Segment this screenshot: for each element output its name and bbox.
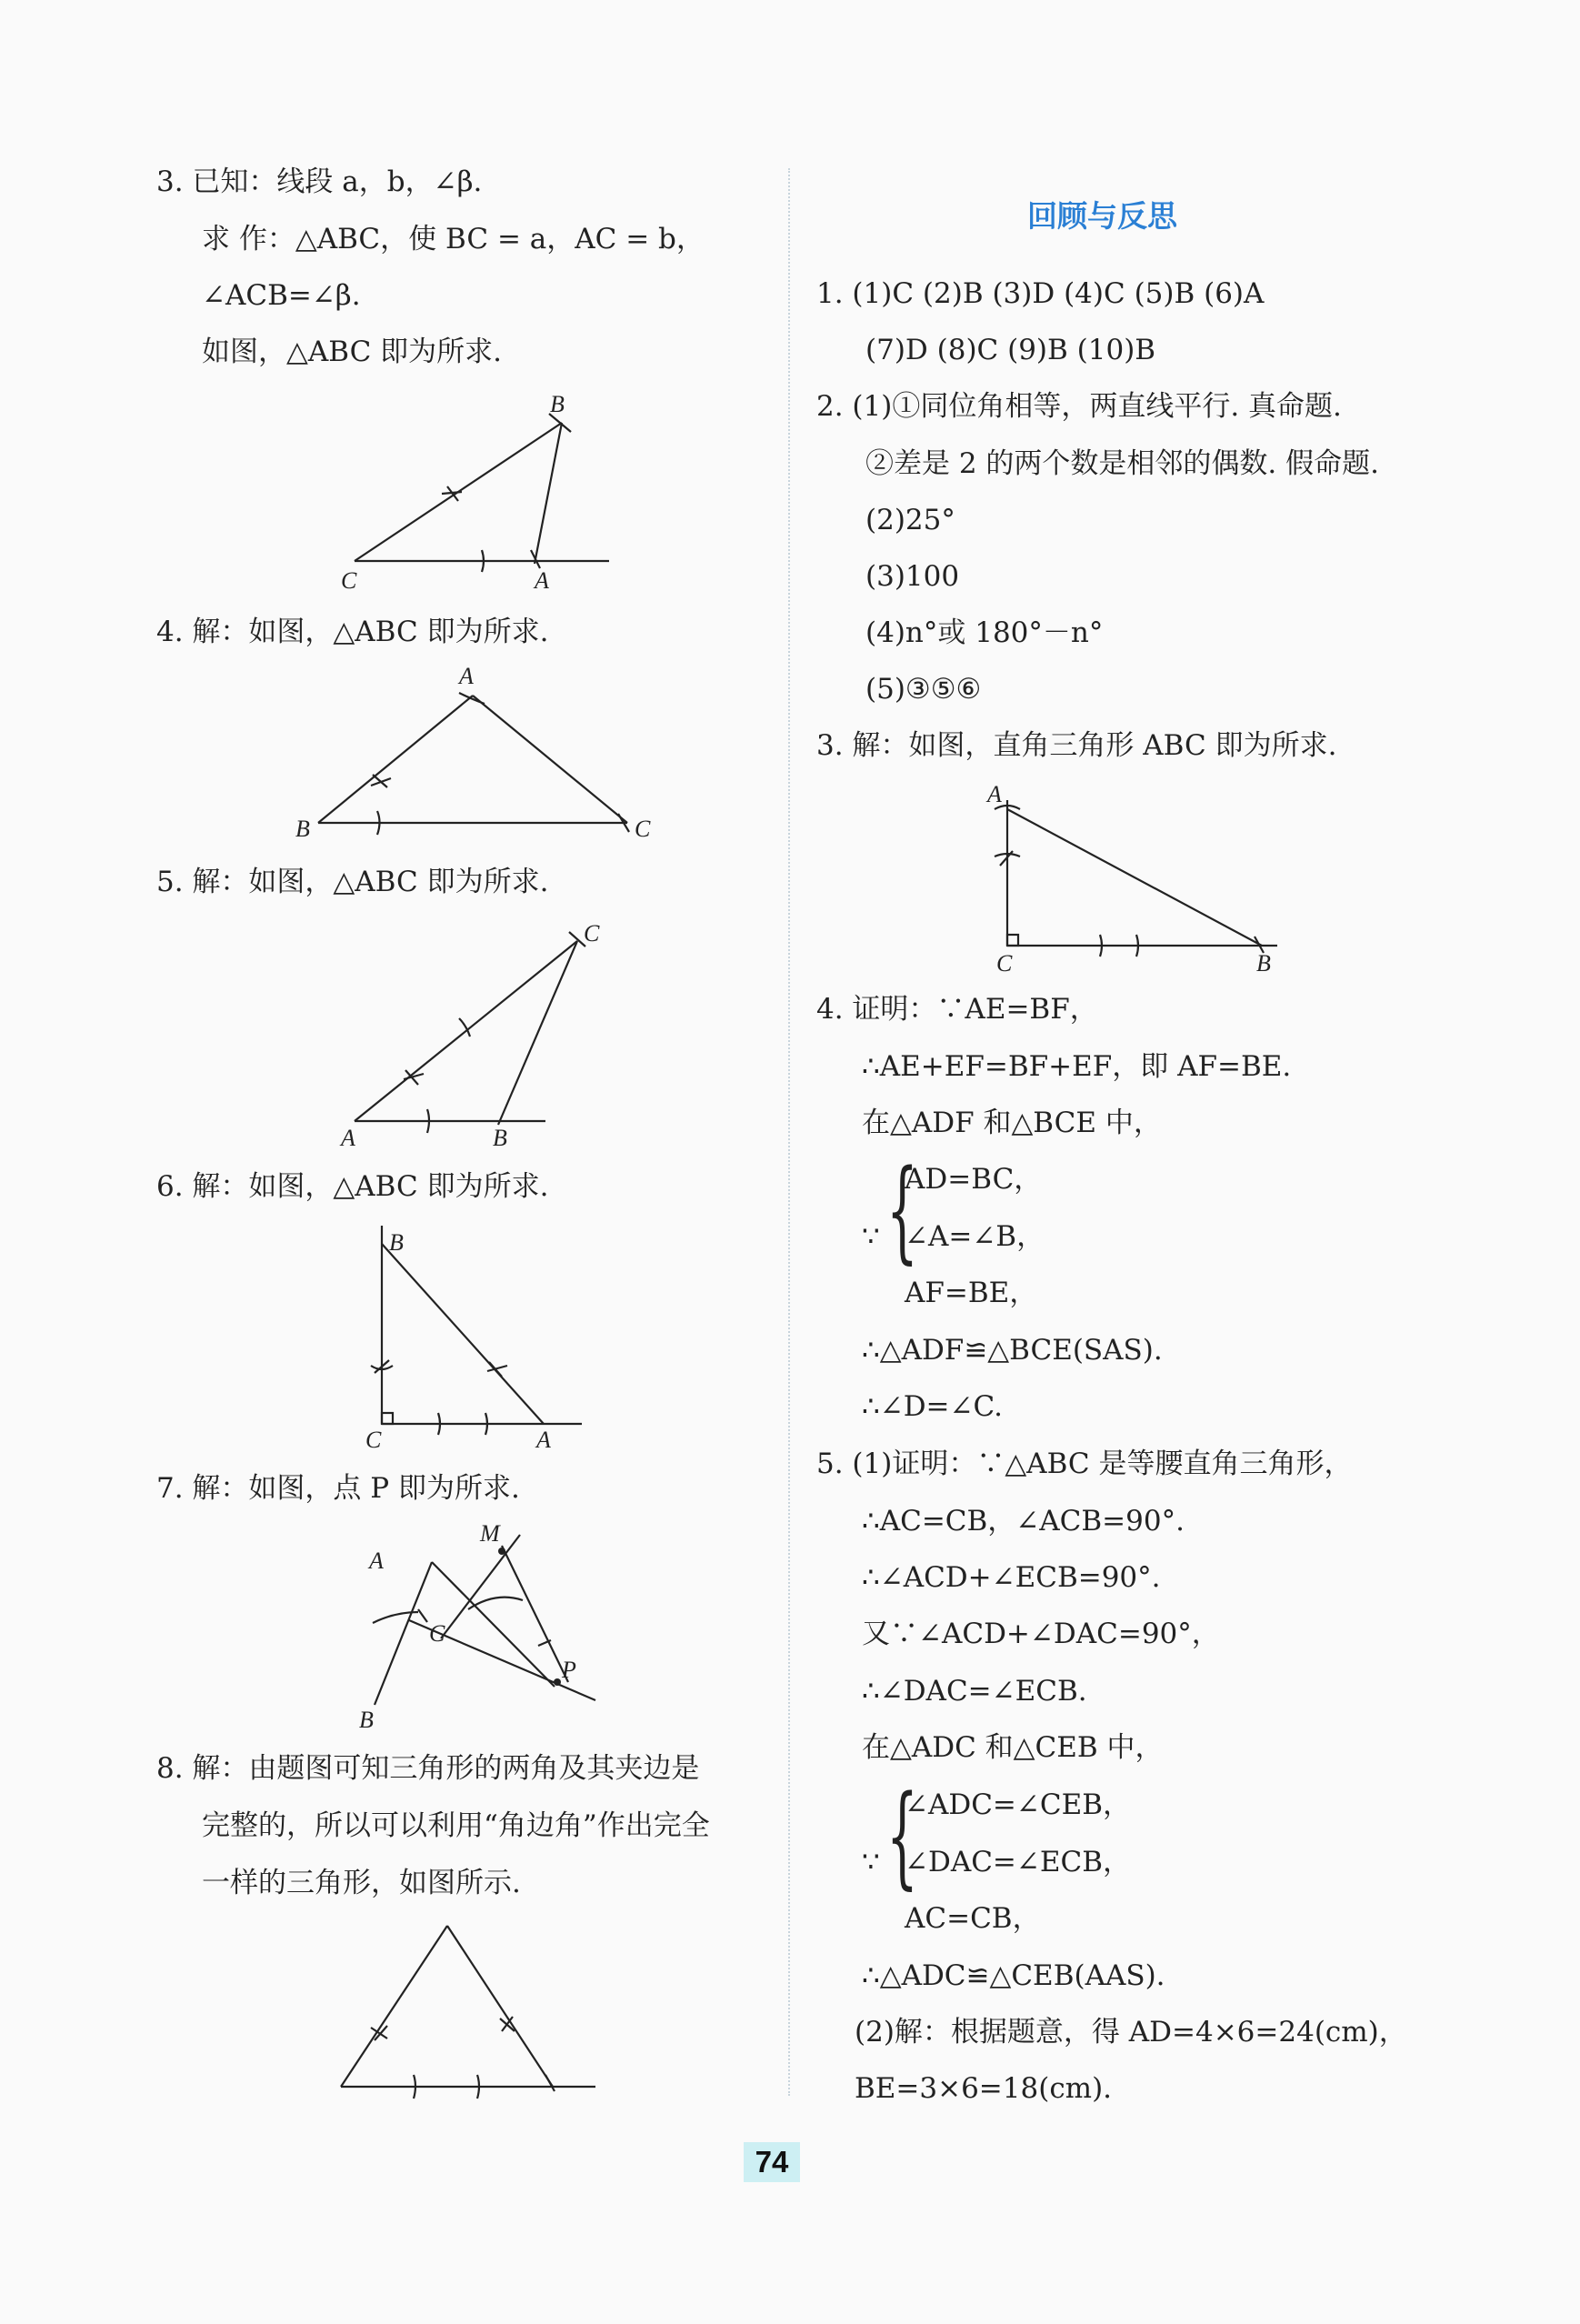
r-q5-cond2: ∠DAC=∠ECB， [905, 1846, 1132, 1878]
r-q5-line2: ∴AC=CB，∠ACB=90°. [862, 1505, 1185, 1538]
q5-answer: 5. 解：如图，△ABC 即为所求. [156, 866, 549, 898]
column-divider [788, 168, 790, 2096]
q3-given: 3. 已知：线段 a，b，∠β. [156, 165, 483, 198]
q3-angle: ∠ACB=∠β. [202, 279, 361, 312]
label-P: P [562, 1657, 576, 1683]
label-A: A [535, 567, 549, 594]
r-q2-line4: (3)100 [865, 560, 960, 593]
label-C: C [341, 567, 357, 594]
label-A: A [536, 1427, 551, 1453]
r-q1-line2: (7)D (8)C (9)B (10)B [865, 334, 1156, 366]
r-q4-line3: 在△ADF 和△BCE 中， [862, 1107, 1162, 1139]
label-A: A [987, 781, 1002, 807]
r-q4-line4: ∴△ADF≌△BCE(SAS). [862, 1334, 1163, 1367]
label-C: C [584, 920, 600, 947]
label-C: C [635, 816, 651, 842]
r-q5-line5: ∴∠DAC=∠ECB. [862, 1675, 1087, 1708]
label-B: B [295, 816, 310, 842]
r-q4-line5: ∴∠D=∠C. [862, 1390, 1003, 1423]
label-B: B [550, 391, 565, 417]
figure-q7 [345, 1518, 618, 1740]
r-q2-line1: 2. (1)①同位角相等，两直线平行. 真命题. [816, 390, 1342, 423]
r-q4-cond2: ∠A=∠B， [905, 1220, 1045, 1253]
r-q2-line2: ②差是 2 的两个数是相邻的偶数. 假命题. [865, 447, 1379, 480]
figure-q8 [327, 1918, 618, 2095]
label-A: A [341, 1125, 355, 1151]
label-B: B [359, 1707, 374, 1733]
r-q5-line1: 5. (1)证明：∵△ABC 是等腰直角三角形， [816, 1447, 1353, 1480]
q8-line2: 完整的，所以可以利用“角边角”作出完全 [202, 1809, 710, 1842]
q8-line1: 8. 解：由题图可知三角形的两角及其夹边是 [156, 1752, 700, 1785]
label-C: C [365, 1427, 382, 1453]
label-B: B [1256, 950, 1271, 977]
label-M: M [480, 1520, 500, 1547]
r-q5-line3: ∴∠ACD+∠ECB=90°. [862, 1561, 1161, 1594]
point-P [554, 1678, 561, 1686]
r-q4-line2: ∴AE+EF=BF+EF，即 AF=BE. [862, 1050, 1292, 1083]
label-B: B [493, 1125, 507, 1151]
figure-q3 [327, 386, 618, 599]
label-A: A [459, 663, 474, 689]
figure-q4 [291, 664, 673, 840]
page-number: 74 [744, 2142, 800, 2182]
r-q5-line6: 在△ADC 和△CEB 中， [862, 1731, 1164, 1764]
section-title: 回顾与反思 [1027, 198, 1177, 234]
r-q4-cond1: AD=BC， [905, 1163, 1043, 1196]
figure-r-q3 [982, 782, 1291, 986]
label-C: C [429, 1620, 445, 1647]
point-M [498, 1548, 505, 1555]
r-q5-line4: 又∵∠ACD+∠DAC=90°， [862, 1618, 1220, 1650]
r-q4-cond3: AF=BE， [905, 1277, 1038, 1309]
r-q2-line3: (2)25° [865, 504, 955, 536]
r-q5-brace: { [886, 1771, 918, 1900]
r-q5-line7: ∴△ADC≌△CEB(AAS). [862, 1959, 1165, 1992]
r-q5-cond1: ∠ADC=∠CEB， [905, 1788, 1132, 1821]
q7-answer: 7. 解：如图，点 P 即为所求. [156, 1472, 520, 1505]
r-q5-line9: BE=3×6=18(cm). [855, 2072, 1113, 2105]
r-q3-answer: 3. 解：如图，直角三角形 ABC 即为所求. [816, 729, 1337, 762]
r-q4-line1: 4. 证明：∵AE=BF， [816, 993, 1098, 1026]
figure-q6 [355, 1218, 609, 1458]
figure-q5 [336, 914, 627, 1154]
r-q5-because: ∵ [862, 1846, 880, 1878]
r-q1-line1: 1. (1)C (2)B (3)D (4)C (5)B (6)A [816, 277, 1265, 310]
q4-answer: 4. 解：如图，△ABC 即为所求. [156, 616, 549, 648]
label-C: C [996, 950, 1013, 977]
q3-answer: 如图，△ABC 即为所求. [202, 336, 503, 368]
r-q5-cond3: AC=CB， [905, 1902, 1041, 1935]
r-q2-line5: (4)n°或 180°－n° [865, 616, 1104, 649]
r-q5-line8: (2)解：根据题意，得 AD=4×6=24(cm)， [855, 2016, 1407, 2049]
q8-line3: 一样的三角形，如图所示. [202, 1867, 521, 1899]
r-q4-brace: { [886, 1146, 918, 1275]
r-q4-because: ∵ [862, 1220, 880, 1253]
label-A: A [369, 1548, 384, 1574]
q3-construct: 求 作：△ABC，使 BC = a，AC = b， [202, 223, 705, 255]
q6-answer: 6. 解：如图，△ABC 即为所求. [156, 1170, 549, 1203]
r-q2-line6: (5)③⑤⑥ [865, 673, 982, 706]
label-B: B [389, 1229, 404, 1256]
